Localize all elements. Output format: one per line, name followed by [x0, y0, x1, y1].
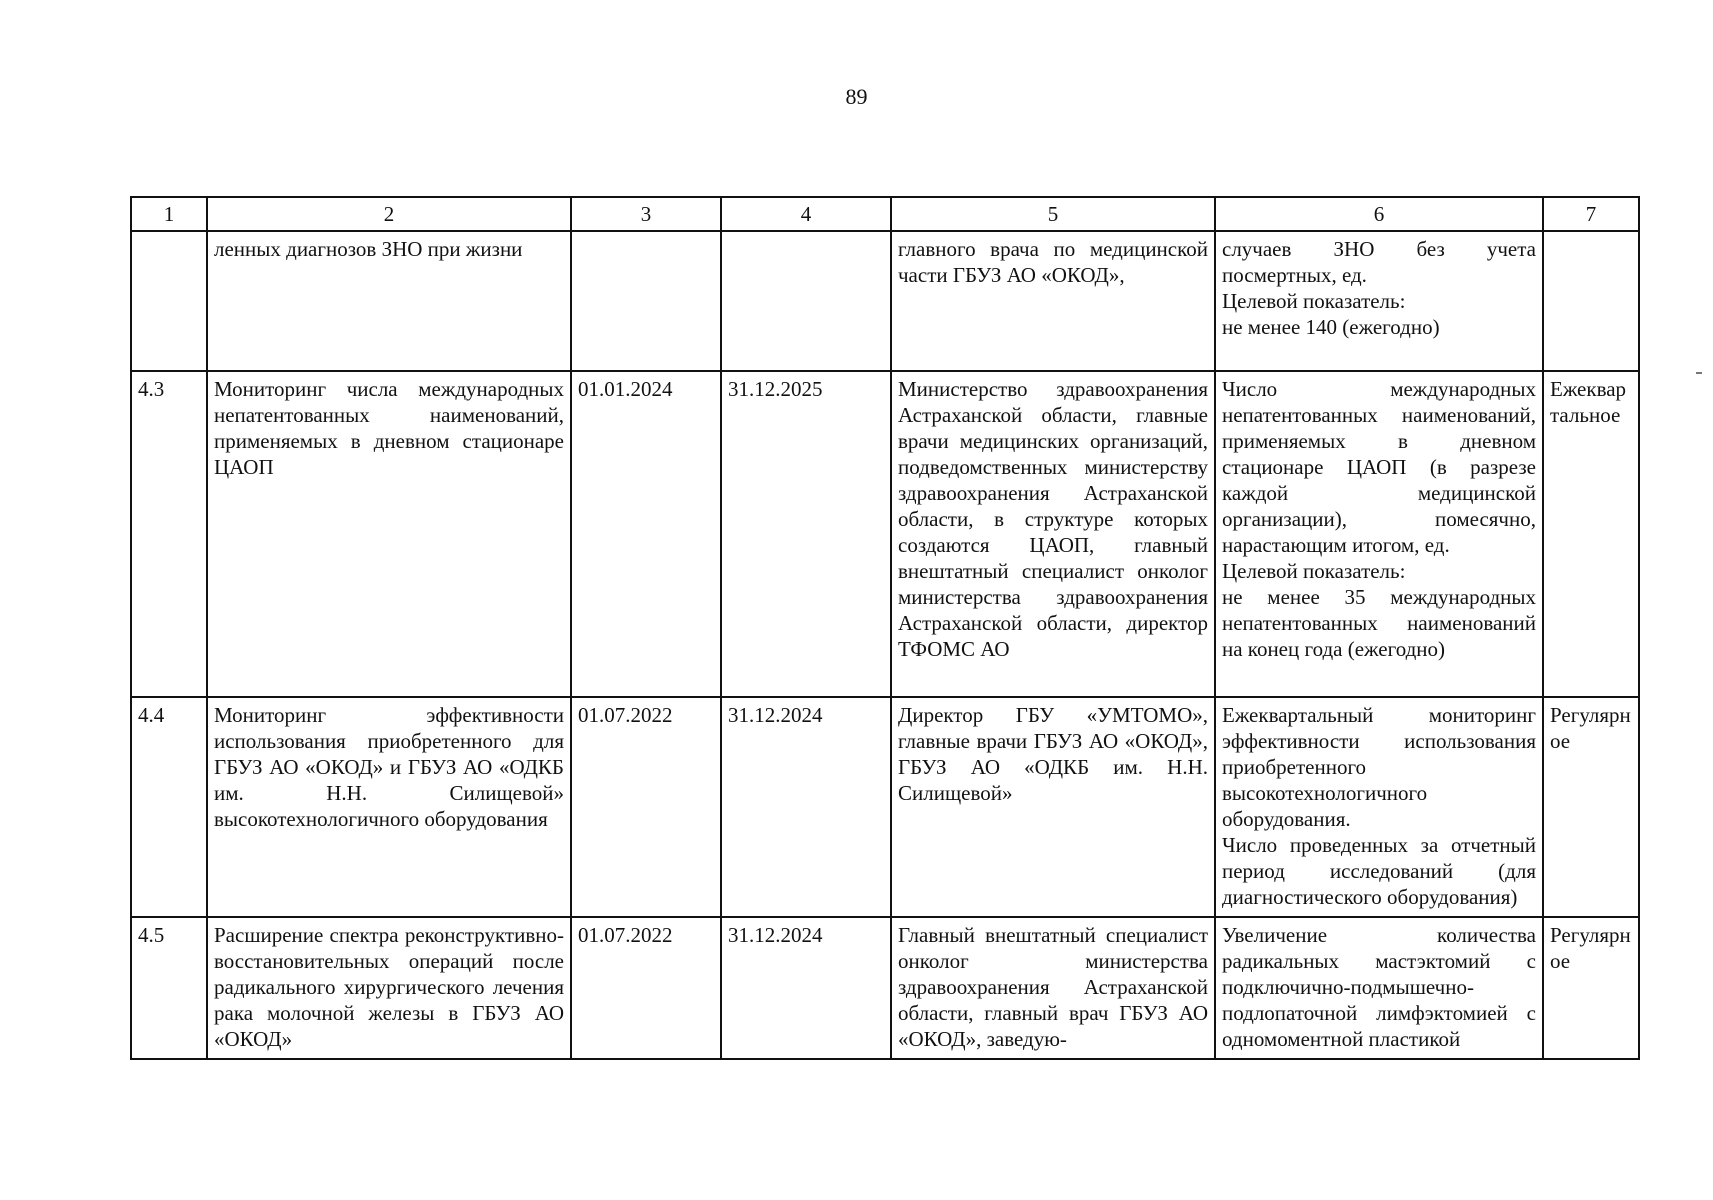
start-date: 01.01.2024: [571, 371, 721, 697]
end-date: 31.12.2024: [721, 917, 891, 1059]
column-header: 7: [1543, 197, 1639, 231]
frequency: Регулярное: [1543, 697, 1639, 917]
indicator: Число международных непатентованных наименований, применяемых в дневном стационаре ЦАОП (в разрезе каждой медицинской организации), помесячно, нарастающим итогом, ед. Целевой показатель: не менее 35 международных непатентованных наименований на конец года (ежегодно): [1215, 371, 1543, 697]
column-header: 1: [131, 197, 207, 231]
indicator: Увеличение количества радикальных мастэктомий с подключично-подмышечно-подлопаточной лимфэктомией с одномоментной пластикой: [1215, 917, 1543, 1059]
event-name: Мониторинг числа международных непатентованных наименований, применяемых в дневном стационаре ЦАОП: [207, 371, 571, 697]
column-header: 3: [571, 197, 721, 231]
row-number: [131, 231, 207, 371]
table-row: [131, 697, 1639, 917]
end-date: 31.12.2025: [721, 371, 891, 697]
column-header: 2: [207, 197, 571, 231]
responsible: главного врача по медицинской части ГБУЗ АО «ОКОД»,: [891, 231, 1215, 371]
frequency: Регулярное: [1543, 917, 1639, 1059]
responsible: Директор ГБУ «УМТОМО», главные врачи ГБУЗ АО «ОКОД», ГБУЗ АО «ОДКБ им. Н.Н. Силищевой»: [891, 697, 1215, 917]
responsible: Министерство здравоохранения Астраханской области, главные врачи медицинских организаций, подведомственных министерству здравоохранения Астраханской области, в структуре которых создаются ЦАОП, главный внештатный специалист онколог министерства здравоохранения Астраханской области, директор ТФОМС АО: [891, 371, 1215, 697]
row-number: 4.3: [131, 371, 207, 697]
scan-artifact: [1696, 372, 1702, 374]
frequency: [1543, 231, 1639, 371]
column-header: 6: [1215, 197, 1543, 231]
indicator: Ежеквартальный мониторинг эффективности использования приобретенного высокотехнологичного оборудования. Число проведенных за отчетный период исследований (для диагностического оборудования): [1215, 697, 1543, 917]
plan-table: [130, 196, 1640, 1060]
row-number: 4.5: [131, 917, 207, 1059]
row-number: 4.4: [131, 697, 207, 917]
start-date: 01.07.2022: [571, 697, 721, 917]
indicator: случаев ЗНО без учета посмертных, ед. Целевой показатель: не менее 140 (ежегодно): [1215, 231, 1543, 371]
start-date: [571, 231, 721, 371]
column-header: 5: [891, 197, 1215, 231]
start-date: 01.07.2022: [571, 917, 721, 1059]
frequency: Ежеквартальное: [1543, 371, 1639, 697]
event-name: ленных диагнозов ЗНО при жизни: [207, 231, 571, 371]
end-date: [721, 231, 891, 371]
table-row: [131, 231, 1639, 371]
table-row: [131, 917, 1639, 1059]
event-name: Расширение спектра реконструктивно-восстановительных операций после радикального хирургического лечения рака молочной железы в ГБУЗ АО «ОКОД»: [207, 917, 571, 1059]
page-number: 89: [845, 84, 868, 109]
responsible: Главный внештатный специалист онколог министерства здравоохранения Астраханской области, главный врач ГБУЗ АО «ОКОД», заведую-: [891, 917, 1215, 1059]
table-row: [131, 371, 1639, 697]
header-row: [131, 197, 1639, 231]
end-date: 31.12.2024: [721, 697, 891, 917]
event-name: Мониторинг эффективности использования приобретенного для ГБУЗ АО «ОКОД» и ГБУЗ АО «ОДКБ им. Н.Н. Силищевой» высокотехнологичного оборудования: [207, 697, 571, 917]
column-header: 4: [721, 197, 891, 231]
